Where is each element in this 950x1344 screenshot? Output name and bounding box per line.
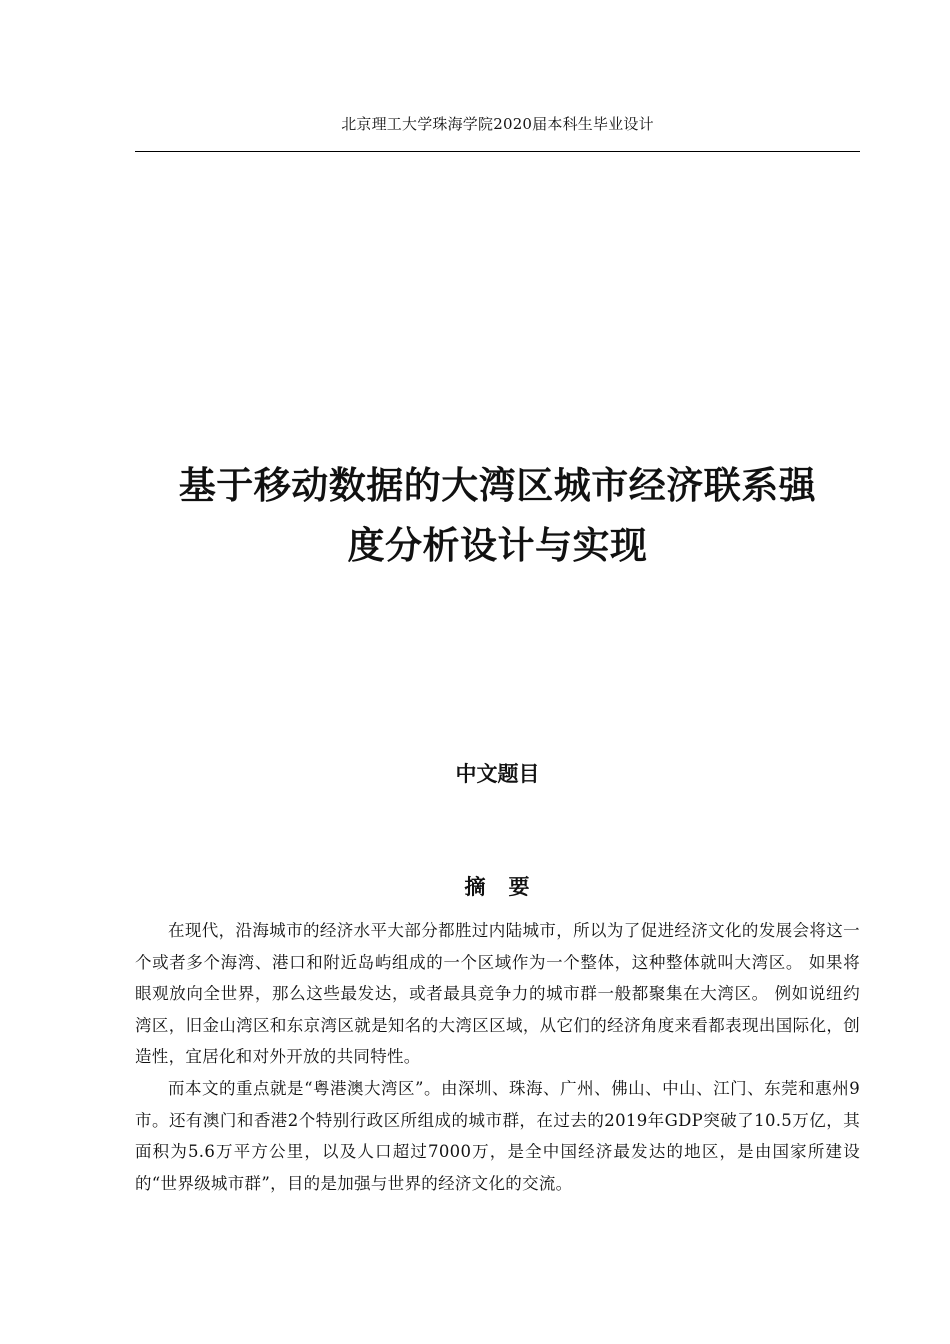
- chinese-title-label: 中文题目: [455, 762, 540, 786]
- abstract-paragraph-1: 在现代，沿海城市的经济水平大部分都胜过内陆城市，所以为了促进经济文化的发展会将这一个或者多个海湾、港口和附近岛屿组成的一个区域作为一个整体，这种整体就叫大湾区。 如果将眼观放向全世界，那么这些最发达，或者最具竞争力的城市群一般都聚集在大湾区。 例如说纽约湾区，旧金山湾区和东京湾区就是知名的大湾区区域，从它们的经济角度来看都表现出国际化，创造性，宜居化和对外开放的共同特性。: [135, 921, 860, 1067]
- running-header: 北京理工大学珠海学院2020届本科生毕业设计: [341, 115, 654, 133]
- abstract-body: [135, 915, 860, 1199]
- thesis-title-line-2: 度分析设计与实现: [347, 524, 648, 567]
- thesis-title: [120, 456, 875, 576]
- abstract-paragraph-2: 而本文的重点就是“粤港澳大湾区”。由深圳、珠海、广州、佛山、中山、江门、东莞和惠州9市。还有澳门和香港2个特别行政区所组成的城市群，在过去的2019年GDP突破了10.5万亿，其面积为5.6万平方公里，以及人口超过7000万，是全中国经济最发达的地区，是由国家所建设的“世界级城市群”，目的是加强与世界的经济文化的交流。: [135, 1078, 860, 1193]
- abstract-heading: 摘 要: [464, 875, 531, 899]
- header-rule: [135, 151, 860, 152]
- thesis-title-line-1: 基于移动数据的大湾区城市经济联系强: [178, 464, 817, 507]
